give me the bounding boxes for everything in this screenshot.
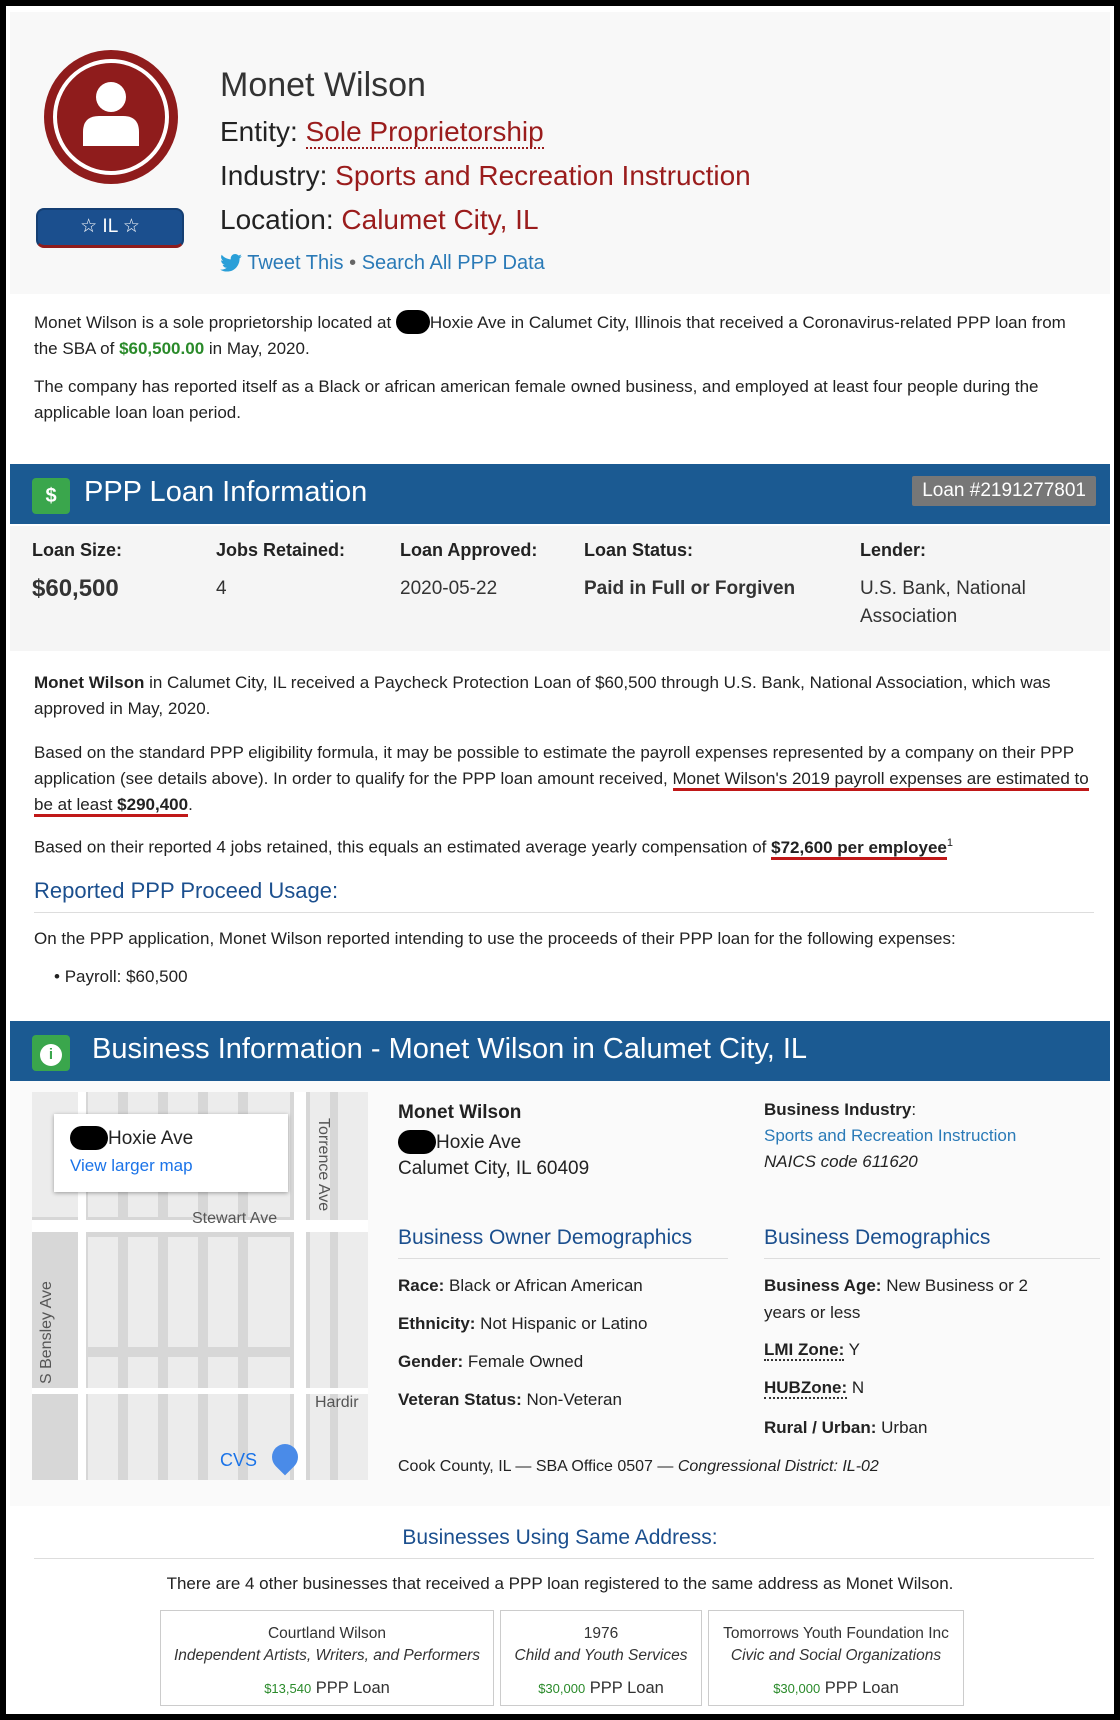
hub-zone-tooltip[interactable]: HUBZone: — [764, 1378, 848, 1397]
loan-stats — [10, 526, 1110, 651]
owner-race: Race: Black or African American — [398, 1276, 643, 1295]
business-industry-link[interactable]: Sports and Recreation Instruction — [764, 1126, 1017, 1145]
street-label: S Bensley Ave — [38, 1281, 55, 1384]
street-label: Hardir — [315, 1394, 359, 1411]
avatar — [44, 50, 178, 184]
industry-link[interactable]: Sports and Recreation Instruction — [335, 160, 751, 191]
jobs-retained-stat: Jobs Retained: 4 — [216, 540, 346, 599]
entity-link[interactable]: Sole Proprietorship — [305, 116, 544, 147]
map-info-card — [54, 1114, 288, 1192]
owner-gender: Gender: Female Owned — [398, 1352, 584, 1371]
business-demographics-title: Business Demographics — [764, 1226, 991, 1249]
loan-section-title: PPP Loan Information — [84, 476, 368, 508]
owner-ethnicity: Ethnicity: Not Hispanic or Latino — [398, 1314, 648, 1333]
industry-line: Industry: Sports and Recreation Instruction — [220, 160, 751, 191]
location-line: Location: Calumet City, IL — [220, 204, 539, 235]
tweet-link[interactable]: Tweet This — [247, 252, 344, 274]
loan-paragraph-3: Based on their reported 4 jobs retained, this equals an estimated average yearly compensation of $72,600 per employee$^1$ — [34, 830, 1094, 861]
person-icon — [79, 80, 143, 146]
lender-stat: Lender: U.S. Bank, National Association — [860, 540, 1026, 627]
loan-paragraph-1: Monet Wilson in Calumet City, IL received a Paycheck Protection Loan of $60,500 through U.S. Bank, National Association, which was approved in May, 2020. — [34, 673, 1051, 718]
payroll-estimate-highlight: Monet Wilson's 2019 payroll expenses are estimated to be at least $290,400 — [34, 769, 1089, 817]
loan-paragraph-2: Based on the standard PPP eligibility formula, it may be possible to estimate the payroll expenses represented by a company on their PPP application (see details above). In order to qualify for the PPP loan amount received, Monet Wilson's 2019 payroll expenses are estimated to be at least $290,400. — [34, 740, 1094, 818]
owner-veteran-status: Veteran Status: Non-Veteran — [398, 1390, 622, 1409]
naics-code: NAICS code 611620 — [764, 1152, 918, 1171]
proceed-usage-title: Reported PPP Proceed Usage: — [34, 878, 339, 903]
business-name: Monet Wilson — [220, 66, 426, 104]
owner-demographics-title: Business Owner Demographics — [398, 1226, 693, 1249]
redaction-mark — [396, 310, 430, 334]
share-links: Tweet This • Search All PPP Data — [220, 252, 545, 275]
location-link[interactable]: Calumet City, IL — [341, 204, 539, 235]
profile-header — [10, 12, 1110, 294]
loan-size-stat: Loan Size: $60,500 — [32, 540, 123, 602]
street-label: Stewart Ave — [192, 1210, 278, 1227]
view-larger-map-link[interactable]: View larger map — [70, 1156, 193, 1175]
twitter-icon — [220, 254, 242, 272]
intro-paragraph-2: The company has reported itself as a Black or african american female owned business, and employed at least four people during the applicable loan loan period. — [34, 377, 1039, 422]
entity-line: Entity: Sole Proprietorship — [220, 116, 544, 147]
street-label: Torrence Ave — [315, 1118, 332, 1212]
search-ppp-link[interactable]: Search All PPP Data — [361, 252, 545, 274]
address-city: Calumet City, IL 60409 — [398, 1158, 590, 1179]
info-icon: i — [32, 1035, 70, 1071]
proceed-usage-text: On the PPP application, Monet Wilson reported intending to use the proceeds of their PPP loan for the following expenses: — [34, 929, 956, 948]
business-section-title: Business Information - Monet Wilson in Calumet City, IL — [92, 1033, 808, 1065]
proceed-usage-item: • Payroll: $60,500 — [54, 967, 188, 986]
map-address: Hoxie Ave — [70, 1126, 193, 1150]
page-frame — [6, 6, 1114, 1714]
same-address-card[interactable]: 1976 Child and Youth Services $30,000 PPP Loan — [500, 1610, 702, 1706]
dollar-icon: $ — [32, 478, 70, 514]
state-badge-button[interactable]: ☆ IL ☆ — [36, 208, 184, 248]
loan-approved-stat: Loan Approved: 2020-05-22 — [400, 540, 538, 599]
hub-zone: HUBZone: N — [764, 1378, 865, 1397]
same-address-title: Businesses Using Same Address: — [402, 1526, 718, 1549]
loan-section-header — [10, 464, 1110, 524]
rural-urban: Rural / Urban: Urban — [764, 1418, 928, 1437]
same-address-card[interactable]: Tomorrows Youth Foundation Inc Civic and Social Organizations $30,000 PPP Loan — [708, 1610, 964, 1706]
address-name: Monet Wilson — [398, 1102, 522, 1123]
location-map[interactable] — [32, 1092, 368, 1480]
same-address-text: There are 4 other businesses that received a PPP loan registered to the same address as Monet Wilson. — [166, 1574, 954, 1593]
business-age-cont: years or less — [764, 1303, 861, 1322]
lmi-zone-tooltip[interactable]: LMI Zone: — [764, 1340, 845, 1359]
business-section-header — [10, 1021, 1110, 1081]
intro-paragraph-1: Monet Wilson is a sole proprietorship located at Hoxie Ave in Calumet City, Illinois that received a Coronavirus-related PPP loan from the SBA of $60,500.00 in May, 2020. — [34, 310, 1094, 362]
address-street: Hoxie Ave — [398, 1130, 521, 1154]
business-industry-label: Business Industry: — [764, 1100, 917, 1119]
lmi-zone: LMI Zone: Y — [764, 1340, 861, 1359]
business-age: Business Age: New Business or 2 — [764, 1276, 1028, 1295]
poi-label: CVS — [220, 1450, 258, 1470]
per-employee-highlight: $72,600 per employee — [771, 838, 947, 860]
county-line: Cook County, IL — SBA Office 0507 — Congressional District: IL-02 — [398, 1458, 879, 1475]
same-address-card[interactable]: Courtland Wilson Independent Artists, Writers, and Performers $13,540 PPP Loan — [160, 1610, 494, 1706]
loan-status-stat: Loan Status: Paid in Full or Forgiven — [584, 540, 796, 599]
loan-number-badge: Loan #2191277801 — [912, 476, 1096, 506]
